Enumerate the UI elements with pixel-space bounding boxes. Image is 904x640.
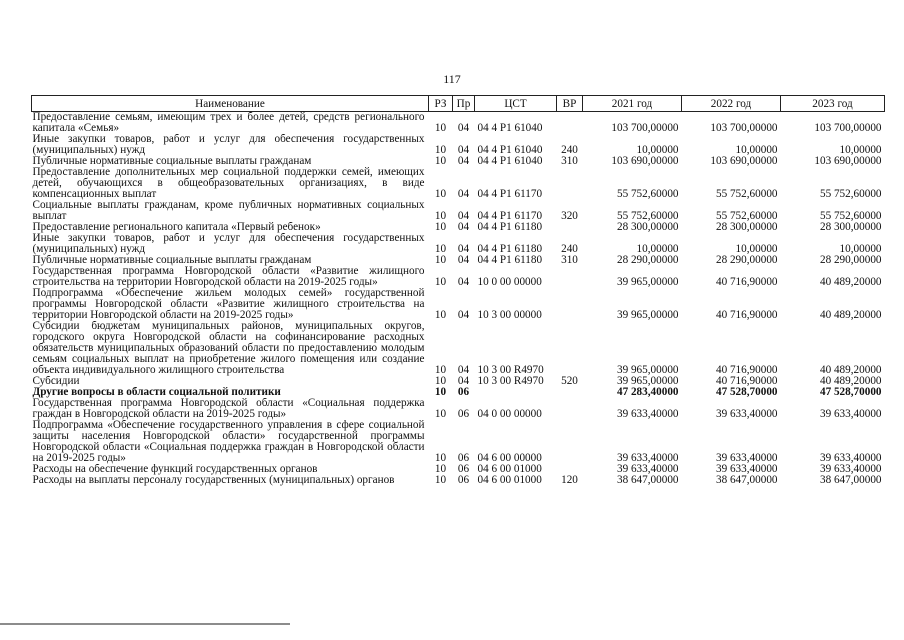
cell-y2023: 39 633,40000 (819, 408, 882, 420)
cell-cst: 04 6 00 01000 (477, 475, 542, 486)
cell-y2021: 28 290,00000 (616, 255, 679, 266)
cell-vr (557, 398, 583, 420)
cell-rz: 10 (434, 222, 447, 233)
cell-y2022: 38 647,00000 (715, 475, 778, 486)
header-2022: 2022 год (682, 96, 781, 112)
cell-pr: 04 (457, 309, 470, 321)
cell-y2023: 39 633,40000 (819, 452, 882, 464)
cell-y2021: 103 700,00000 (611, 122, 679, 134)
table-row (32, 288, 885, 321)
table-row (32, 420, 885, 464)
cell-cst: 10 3 00 R4970 (477, 364, 544, 376)
page-number: 117 (443, 72, 461, 86)
table-row (32, 156, 885, 167)
cell-name: Субсидии (32, 376, 80, 387)
cell-pr: 04 (457, 122, 470, 134)
header-cst: ЦСТ (475, 96, 557, 112)
cell-pr: 04 (457, 376, 470, 387)
cell-pr: 06 (457, 475, 470, 486)
cell-y2023: 28 300,00000 (819, 222, 882, 233)
cell-pr: 04 (457, 156, 470, 167)
cell-y2022: 40 716,90000 (715, 376, 778, 387)
cell-vr: 310 (561, 156, 578, 167)
cell-cst: 04 0 00 00000 (477, 408, 542, 420)
budget-table (31, 95, 885, 486)
cell-pr: 06 (457, 387, 470, 398)
cell-y2022: 39 633,40000 (715, 408, 778, 420)
cell-rz: 10 (434, 387, 447, 398)
cell-rz: 10 (434, 210, 447, 222)
cell-cst: 04 4 P1 61170 (477, 188, 543, 200)
cell-name: Социальные выплаты гражданам, кроме публичных нормативных социальных выплат (32, 200, 425, 222)
cell-rz: 10 (434, 255, 447, 266)
table-row (32, 233, 885, 255)
table-row (32, 376, 885, 387)
cell-y2023: 10,00000 (839, 243, 882, 255)
table-row (32, 321, 885, 376)
table-row (32, 398, 885, 420)
cell-y2021: 28 300,00000 (616, 222, 679, 233)
table-row (32, 266, 885, 288)
cell-y2023: 55 752,60000 (819, 210, 882, 222)
cell-y2023: 40 489,20000 (819, 376, 882, 387)
cell-name: Подпрограмма «Обеспечение жильем молодых семей» государственной программы Новгородской области «Развитие жилищного строительства на территории Новгородской области на 2019-2025 годы» (32, 288, 425, 321)
cell-cst: 04 4 P1 61180 (477, 243, 543, 255)
cell-pr: 04 (457, 210, 470, 222)
cell-rz: 10 (434, 156, 447, 167)
cell-y2022: 55 752,60000 (715, 188, 778, 200)
cell-rz: 10 (434, 188, 447, 200)
cell-pr: 04 (457, 255, 470, 266)
cell-y2022: 28 300,00000 (715, 222, 778, 233)
cell-pr: 06 (457, 408, 470, 420)
cell-y2022: 40 716,90000 (715, 276, 778, 288)
cell-y2023: 103 700,00000 (814, 122, 882, 134)
cell-cst: 04 6 00 00000 (477, 452, 542, 464)
cell-y2022: 103 700,00000 (710, 122, 778, 134)
cell-y2021: 10,00000 (636, 243, 679, 255)
cell-y2021: 47 283,40000 (616, 387, 679, 398)
cell-y2022: 10,00000 (735, 243, 778, 255)
cell-rz: 10 (434, 452, 447, 464)
cell-name: Расходы на обеспечение функций государственных органов (32, 464, 318, 475)
table-row (32, 464, 885, 475)
cell-vr (557, 112, 583, 135)
table-row (32, 222, 885, 233)
cell-vr (557, 288, 583, 321)
cell-rz: 10 (434, 364, 447, 376)
cell-y2021: 103 690,00000 (611, 156, 679, 167)
cell-y2021: 39 965,00000 (616, 276, 679, 288)
cell-cst: 04 4 P1 61040 (477, 122, 543, 134)
cell-y2022: 47 528,70000 (715, 387, 778, 398)
cell-name: Субсидии бюджетам муниципальных районов, муниципальных округов, городского округа Новгородской области на софинансирование расходных обязательств муниципальных образований области по предоставлению молодым семьям социальных выплат на приобретение жилого помещения или создание объекта индивидуального жилищного строительства (32, 321, 425, 376)
cell-cst: 10 3 00 R4970 (477, 376, 544, 387)
cell-vr: 520 (561, 376, 578, 387)
cell-cst (475, 387, 557, 398)
cell-name: Другие вопросы в области социальной политики (32, 387, 281, 398)
table-row (32, 167, 885, 200)
cell-rz: 10 (434, 464, 447, 475)
cell-y2021: 39 633,40000 (616, 408, 679, 420)
cell-y2023: 40 489,20000 (819, 309, 882, 321)
cell-y2021: 55 752,60000 (616, 188, 679, 200)
cell-name: Иные закупки товаров, работ и услуг для обеспечения государственных (муниципальных) нужд (32, 134, 425, 156)
cell-y2021: 39 965,00000 (616, 309, 679, 321)
cell-y2023: 28 290,00000 (819, 255, 882, 266)
cell-vr (557, 387, 583, 398)
cell-y2022: 28 290,00000 (715, 255, 778, 266)
cell-y2022: 103 690,00000 (710, 156, 778, 167)
cell-name: Публичные нормативные социальные выплаты гражданам (32, 255, 312, 266)
cell-y2022: 10,00000 (735, 144, 778, 156)
cell-rz: 10 (434, 243, 447, 255)
cell-vr (557, 266, 583, 288)
cell-y2021: 39 633,40000 (616, 464, 679, 475)
header-rz: РЗ (429, 96, 453, 112)
cell-name: Предоставление семьям, имеющим трех и более детей, средств регионального капитала «Семья» (32, 111, 425, 134)
cell-cst: 04 4 P1 61040 (477, 156, 543, 167)
cell-vr (557, 321, 583, 376)
cell-cst: 10 3 00 00000 (477, 309, 542, 321)
cell-cst: 04 4 P1 61040 (477, 144, 543, 156)
cell-name: Подпрограмма «Обеспечение государственного управления в сфере социальной защиты населения Новгородской области» государственной программы Новгородской области «Социальная поддержка граждан в Новгородской области на 2019-2025 годы» (32, 420, 425, 464)
cell-y2022: 39 633,40000 (715, 452, 778, 464)
table-row (32, 387, 885, 398)
cell-y2023: 39 633,40000 (819, 464, 882, 475)
footer-divider (0, 623, 290, 625)
cell-y2023: 38 647,00000 (819, 475, 882, 486)
cell-y2021: 55 752,60000 (616, 210, 679, 222)
cell-name: Предоставление дополнительных мер социальной поддержки семей, имеющих детей, обучающихся в общеобразовательных организациях, в виде компенсационных выплат (32, 167, 425, 200)
cell-name: Предоставление регионального капитала «Первый ребенок» (32, 222, 321, 233)
cell-vr (557, 222, 583, 233)
cell-y2021: 38 647,00000 (616, 475, 679, 486)
cell-name: Государственная программа Новгородской области «Социальная поддержка граждан в Новгородской области на 2019-2025 годы» (32, 398, 425, 420)
cell-pr: 04 (457, 144, 470, 156)
cell-pr: 06 (457, 452, 470, 464)
cell-pr: 04 (457, 188, 470, 200)
cell-y2022: 40 716,90000 (715, 309, 778, 321)
cell-vr: 320 (561, 210, 578, 222)
table-row (32, 200, 885, 222)
cell-y2023: 47 528,70000 (819, 387, 882, 398)
cell-vr (557, 167, 583, 200)
cell-cst: 04 4 P1 61180 (477, 222, 543, 233)
cell-pr: 04 (457, 243, 470, 255)
table-row (32, 475, 885, 486)
cell-cst: 10 0 00 00000 (477, 276, 542, 288)
header-pr: Пр (453, 96, 475, 112)
cell-vr: 240 (561, 243, 578, 255)
cell-vr: 120 (561, 475, 578, 486)
cell-rz: 10 (434, 309, 447, 321)
cell-y2021: 39 965,00000 (616, 376, 679, 387)
cell-name: Государственная программа Новгородской области «Развитие жилищного строительства на территории Новгородской области на 2019-2025 годы» (32, 266, 425, 288)
cell-name: Иные закупки товаров, работ и услуг для обеспечения государственных (муниципальных) нужд (32, 233, 425, 255)
cell-cst: 04 4 P1 61170 (477, 210, 543, 222)
header-2023: 2023 год (781, 96, 885, 112)
table-row (32, 134, 885, 156)
cell-cst: 04 4 P1 61180 (477, 255, 543, 266)
cell-y2023: 55 752,60000 (819, 188, 882, 200)
cell-rz: 10 (434, 408, 447, 420)
cell-vr: 240 (561, 144, 578, 156)
cell-pr: 04 (457, 276, 470, 288)
header-vr: ВР (557, 96, 583, 112)
table-header-row (32, 96, 885, 112)
cell-vr (557, 420, 583, 464)
cell-vr (557, 464, 583, 475)
cell-y2021: 39 633,40000 (616, 452, 679, 464)
table-row (32, 255, 885, 266)
header-name: Наименование (32, 96, 429, 112)
cell-rz: 10 (434, 276, 447, 288)
cell-rz: 10 (434, 122, 447, 134)
table-body (32, 112, 885, 487)
cell-y2021: 10,00000 (636, 144, 679, 156)
cell-pr: 04 (457, 222, 470, 233)
cell-rz: 10 (434, 376, 447, 387)
cell-name: Публичные нормативные социальные выплаты гражданам (32, 156, 312, 167)
cell-rz: 10 (434, 144, 447, 156)
cell-y2023: 40 489,20000 (819, 364, 882, 376)
cell-y2023: 40 489,20000 (819, 276, 882, 288)
cell-rz: 10 (434, 475, 447, 486)
table-row (32, 112, 885, 135)
cell-y2022: 39 633,40000 (715, 464, 778, 475)
cell-vr: 310 (561, 255, 578, 266)
cell-y2022: 55 752,60000 (715, 210, 778, 222)
header-2021: 2021 год (583, 96, 682, 112)
cell-y2022: 40 716,90000 (715, 364, 778, 376)
cell-y2023: 103 690,00000 (814, 156, 882, 167)
cell-name: Расходы на выплаты персоналу государственных (муниципальных) органов (32, 475, 395, 486)
cell-pr: 06 (457, 464, 470, 475)
cell-pr: 04 (457, 364, 470, 376)
cell-y2021: 39 965,00000 (616, 364, 679, 376)
cell-y2023: 10,00000 (839, 144, 882, 156)
cell-cst: 04 6 00 01000 (477, 464, 542, 475)
